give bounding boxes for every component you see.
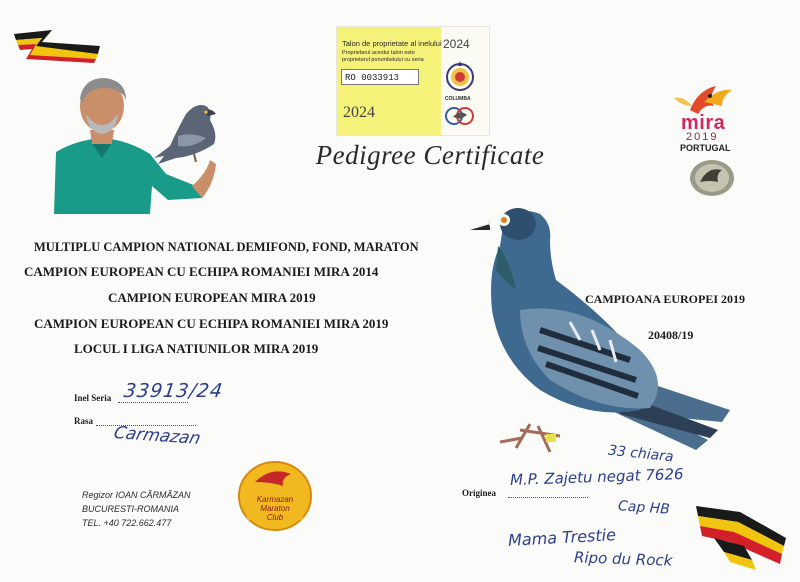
stamp-ring-number: RO 0033913 <box>341 69 419 85</box>
ring-series-dots <box>118 402 188 403</box>
championship-line: CAMPION EUROPEAN CU ECHIPA ROMANIEI MIRA 2019 <box>34 316 389 331</box>
mira-year: 2019 <box>686 131 719 143</box>
club-name-line-1: Karmazan <box>256 495 294 504</box>
stamp-year-large: 2024 <box>343 104 375 121</box>
breed-value: Carmazan <box>111 423 203 449</box>
championship-line: MULTIPLU CAMPION NATIONAL DEMIFOND, FOND, MARATON <box>34 240 419 254</box>
owner-photo <box>46 74 226 214</box>
stamp-line-2: proprietarul porumbelului cu seria <box>342 57 424 63</box>
ring-ownership-stamp <box>336 26 490 136</box>
championship-line: CAMPION EUROPEAN MIRA 2019 <box>108 290 316 305</box>
club-name-line-2: Maraton <box>260 504 290 513</box>
origin-line: Cap HB <box>617 498 671 518</box>
championship-line: LOCUL I LIGA NATIUNILOR MIRA 2019 <box>74 341 319 356</box>
mira-country: PORTUGAL <box>680 143 731 153</box>
origin-dots <box>508 497 588 498</box>
mira-coin-emblem <box>688 158 736 198</box>
origin-line: M.P. Zajetu negat 7626 <box>509 464 684 490</box>
breed-label: Rasa <box>74 416 94 426</box>
stamp-bird-emblem <box>443 105 477 127</box>
ring-series-value: 33913/24 <box>122 380 225 402</box>
championship-line: CAMPION EUROPEAN CU ECHIPA ROMANIEI MIRA 2014 <box>24 264 379 279</box>
breeder-contact <box>82 488 191 530</box>
origin-line: Ripo du Rock <box>573 548 673 570</box>
pigeon-photo <box>460 200 740 470</box>
champion-ring-id: 20408/19 <box>648 328 694 342</box>
origin-line: Mama Trestie <box>507 525 617 550</box>
stamp-line-1: Proprietarul acestui talon este <box>342 50 415 56</box>
ring-series-label: Inel Seria <box>74 393 112 403</box>
romania-flag-ribbon-bottom <box>694 498 790 572</box>
stamp-year-small: 2024 <box>443 37 470 51</box>
origin-label: Originea <box>462 488 496 498</box>
club-name-line-3: Club <box>266 513 284 522</box>
breeder-phone: TEL. +40 722.662.477 <box>82 518 172 528</box>
champion-label: CAMPIOANA EUROPEI 2019 <box>585 292 746 306</box>
breeder-location: BUCURESTI-ROMANIA <box>82 504 180 514</box>
mira-wordmark: mira <box>681 112 726 134</box>
certificate-title: Pedigree Certificate <box>315 140 545 170</box>
columba-logo <box>443 57 477 97</box>
origin-line: 33 chiara <box>607 442 675 466</box>
club-logo <box>237 460 313 532</box>
stamp-title: Talon de proprietate al inelului <box>342 39 442 48</box>
romania-flag-ribbon-top <box>12 28 104 64</box>
columba-label: COLUMBA <box>445 96 471 102</box>
breeder-name: Regizor IOAN CĂRMĂZAN <box>82 490 191 500</box>
